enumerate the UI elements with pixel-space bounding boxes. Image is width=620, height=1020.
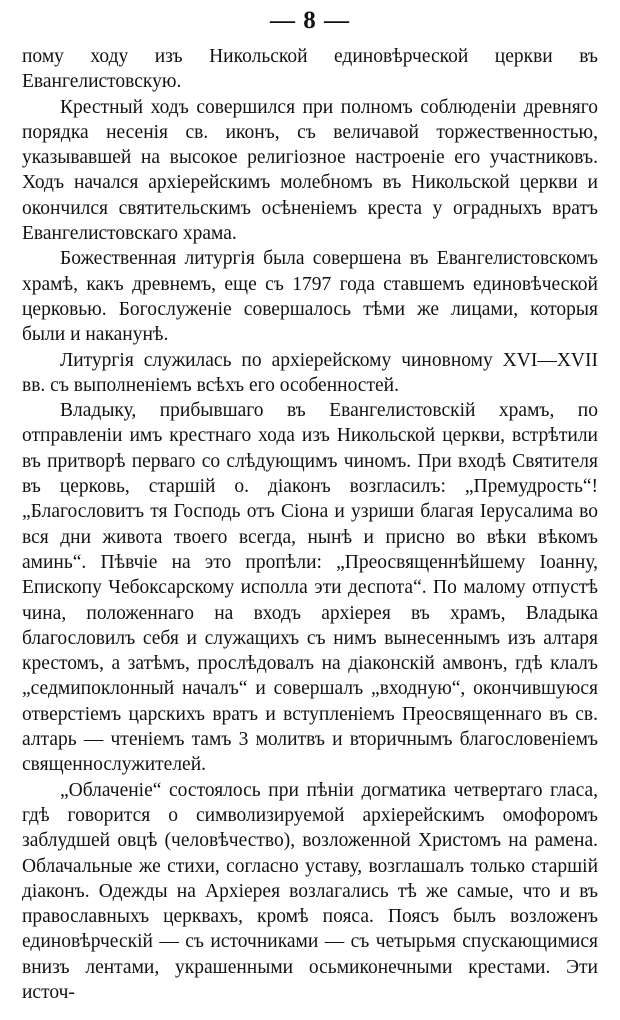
paragraph-vesting: „Облаченіе“ состоялось при пѣніи догматика четвертаго гласа, гдѣ говорится о символизируемой архіерейскимъ омофоромъ заблудшей овцѣ (человѣчество), возложенной Христомъ на рамена. Облачальные же стихи, согласно уставу, возглашалъ только старшій діаконъ. Одежды на Архіерея возлагались тѣ же самые, что и въ православныхъ церквахъ, кромѣ пояса. Поясъ былъ возложенъ единовѣрческій — съ источниками — съ четырьмя спускающимися внизъ лентами, украшенными осьмиконечными крестами. Эти источ- [22,779,598,1003]
paragraph-continuation: пому ходу изъ Никольской единовѣрческой церкви въ Евангелистовскую. [22,46,598,93]
page-number: — 8 — [270,7,350,34]
paragraph-bishop-meeting: Владыку, прибывшаго въ Евангелистовскій храмъ, по отправленіи имъ крестнаго хода изъ Никольской церкви, встрѣтили въ притворѣ перваго со слѣдующимъ чиномъ. При входѣ Святителя въ церковь, старшій о. діаконъ возгласилъ: „Премудрость“! „Благословитъ тя Господь отъ Сіона и узриши благая Іерусалима во вся дни живота твоего всегда, нынѣ и присно во вѣки вѣкомъ аминь“. Пѣвчіе на это пропѣли: „Преосвященнѣйшему Іоанну, Епископу Чебоксарскому исполла эти деспота“. По малому отпустѣ чина, положеннаго на входъ архіерея въ храмъ, Владыка благословилъ себя и служащихъ съ нимъ вынесеннымъ изъ алтаря крестомъ, а затѣмъ, прослѣдовалъ на діаконскій амвонъ, гдѣ клалъ „седмипоклонный началъ“ и совершалъ „входную“, окончившуюся отверстіемъ царскихъ вратъ и вступленіемъ Преосвященнаго въ св. алтарь — чтеніемъ тамъ 3 молитвъ и вторичнымъ благословеніемъ священнослужителей. [22,400,598,776]
paragraph-divine-liturgy: Божественная литургія была совершена въ Евангелистовскомъ храмѣ, какъ древнемъ, еще съ 1797 года ставшемъ единовѣческой церковью. Богослуженіе совершалось тѣми же лицами, которыя были и наканунѣ. [22,248,598,346]
paragraph-procession: Крестный ходъ совершился при полномъ соблюденіи древняго порядка несенія св. иконъ, съ величавой торжественностью, указывавшей на высокое религіозное настроеніе его участниковъ. Ходъ начался архіерейскимъ молебномъ въ Никольской церкви и окончился святительскимъ осѣненіемъ креста у оградныхъ вратъ Евангелистовскаго храма. [22,96,598,245]
body-text [22,44,598,1005]
paragraph-liturgy-order: Литургія служилась по архіерейскому чиновному XVI—XVII вв. съ выполненіемъ всѣхъ его особенностей. [22,349,598,396]
